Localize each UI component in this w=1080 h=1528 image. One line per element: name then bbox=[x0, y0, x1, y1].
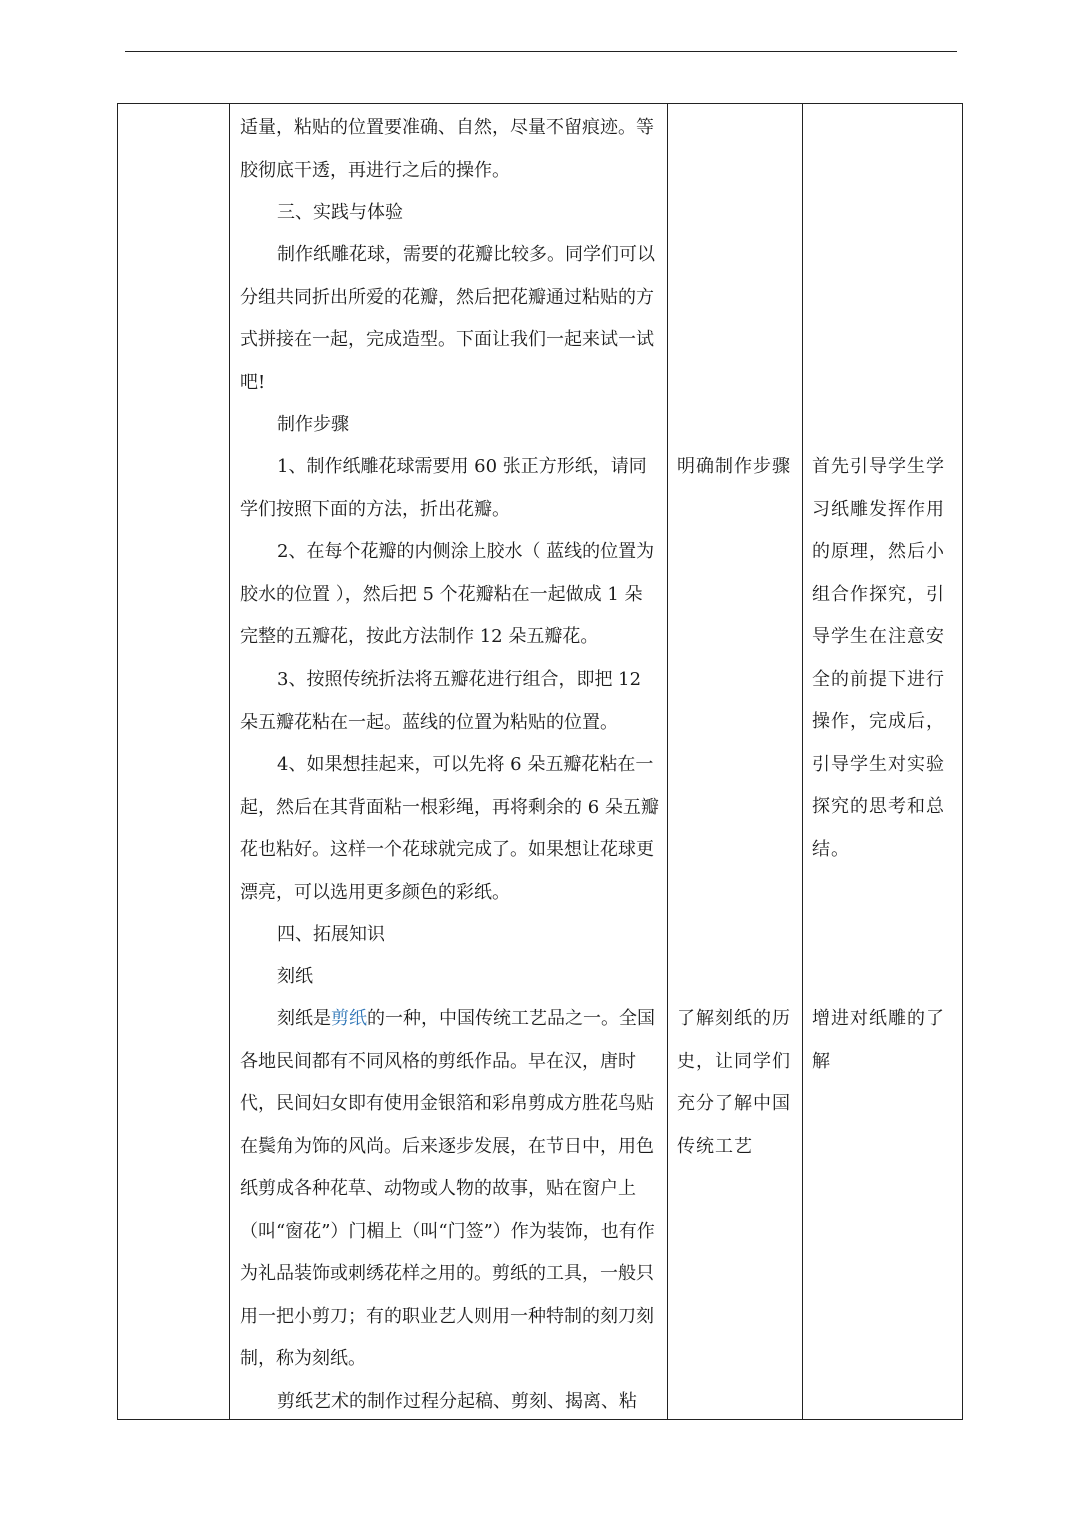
step-4: 4、如果想挂起来，可以先将 6 朵五瓣花粘在一起，然后在其背面粘一根彩绳，再将剩余的 6 朵五瓣花也粘好。这样一个花球就完成了。如果想让花球更漂亮，可以选用更多颜色的彩纸。 bbox=[240, 754, 659, 903]
header-rule bbox=[125, 51, 957, 52]
teaching-content-column bbox=[229, 104, 667, 1419]
paragraph-process: 剪纸艺术的制作过程分起稿、剪刻、揭离、粘 bbox=[277, 1391, 637, 1412]
design-intent-column bbox=[802, 104, 962, 1419]
jianzhi-link[interactable]: 剪纸 bbox=[331, 1008, 367, 1029]
step-1: 1、制作纸雕花球需要用 60 张正方形纸，请同学们按照下面的方法，折出花瓣。 bbox=[240, 456, 647, 520]
kezhi-text-pre: 刻纸是 bbox=[277, 1008, 331, 1029]
steps-title: 制作步骤 bbox=[277, 414, 349, 435]
activity-steps: 明确制作步骤 bbox=[677, 456, 791, 477]
paragraph-practice-intro: 制作纸雕花球，需要的花瓣比较多。同学们可以分组共同折出所爱的花瓣，然后把花瓣通过粘贴的方式拼接在一起，完成造型。下面让我们一起来试一试吧! bbox=[240, 244, 655, 393]
kezhi-title: 刻纸 bbox=[277, 966, 313, 987]
lesson-table bbox=[117, 103, 963, 1420]
section-heading-practice: 三、实践与体验 bbox=[277, 202, 403, 223]
intent-guidance: 首先引导学生学习纸雕发挥作用的原理，然后小组合作探究，引导学生在注意安全的前提下进行操作，完成后，引导学生对实验探究的思考和总结。 bbox=[812, 456, 945, 860]
activity-history: 了解刻纸的历史，让同学们充分了解中国传统工艺 bbox=[677, 1008, 791, 1157]
step-3: 3、按照传统折法将五瓣花进行组合，即把 12 朵五瓣花粘在一起。蓝线的位置为粘贴的位置。 bbox=[240, 669, 642, 733]
intent-understanding: 增进对纸雕的了解 bbox=[812, 1008, 945, 1072]
kezhi-text-post: 的一种，中国传统工艺品之一。全国各地民间都有不同风格的剪纸作品。早在汉，唐时代，民间妇女即有使用金银箔和彩帛剪成方胜花鸟贴在鬓角为饰的风尚。后来逐步发展，在节日中，用色纸剪成各种花草、动物或人物的故事，贴在窗户上（叫“窗花”）门楣上（叫“门签”）作为装饰，也有作为礼品装饰或刺绣花样之用的。剪纸的工具，一般只用一把小剪刀；有的职业艺人则用一种特制的刻刀刻制，称为刻纸。 bbox=[240, 1008, 655, 1369]
section-heading-extension: 四、拓展知识 bbox=[277, 924, 385, 945]
paragraph-adhesive: 适量，粘贴的位置要准确、自然，尽量不留痕迹。等胶彻底干透，再进行之后的操作。 bbox=[240, 117, 654, 181]
student-activity-column bbox=[667, 104, 802, 1419]
step-2: 2、在每个花瓣的内侧涂上胶水（ 蓝线的位置为胶水的位置 ），然后把 5 个花瓣粘在一起做成 1 朵完整的五瓣花，按此方法制作 12 朵五瓣花。 bbox=[240, 541, 655, 647]
paragraph-kezhi bbox=[240, 998, 659, 1381]
